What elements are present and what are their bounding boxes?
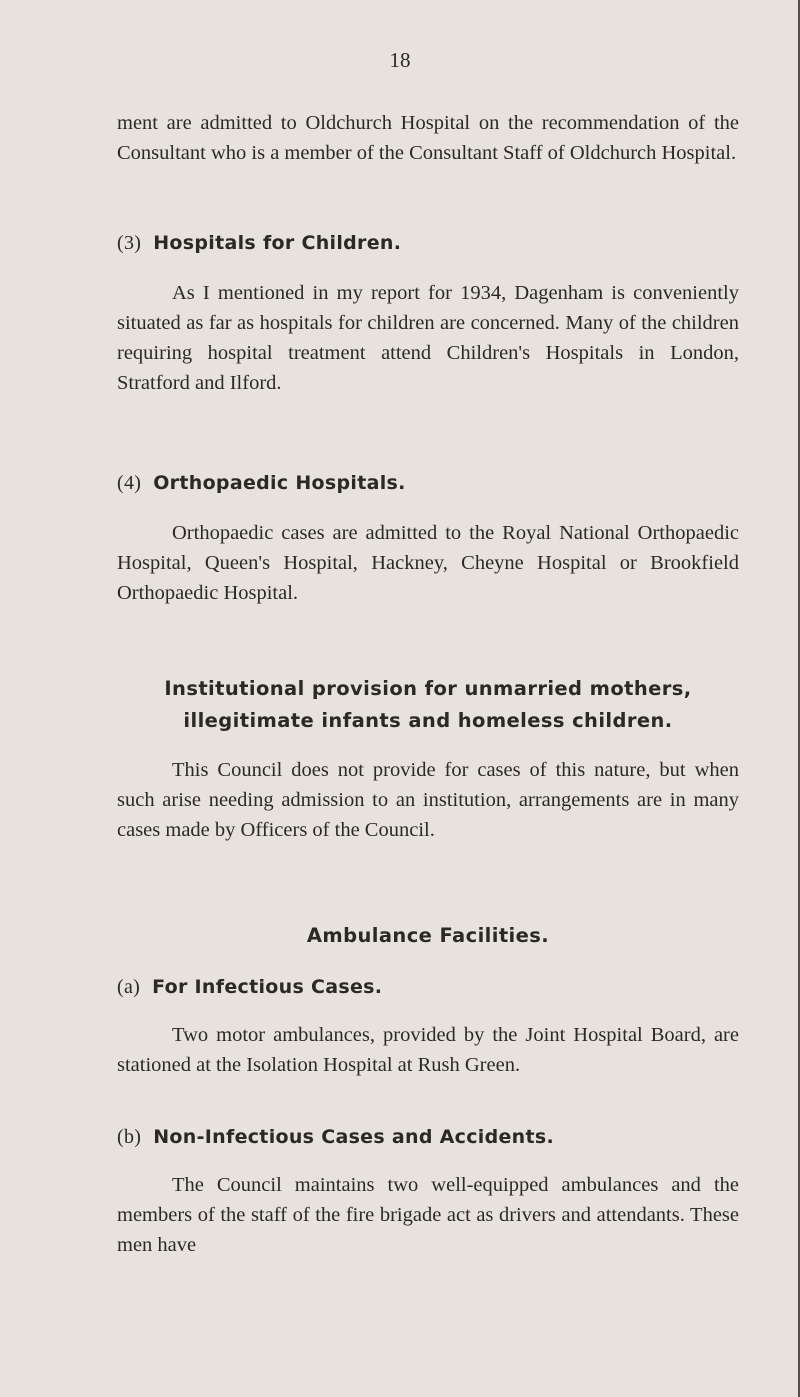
institutional-heading-line-1: Institutional provision for unmarried mothers, [164, 677, 692, 700]
section-4-number: (4) [117, 472, 142, 494]
page-number: 18 [389, 48, 411, 72]
ambulance-b-title: Non-Infectious Cases and Accidents. [153, 1126, 555, 1148]
section-3-body: As I mentioned in my report for 1934, Dagenham is conveniently situated as far as hospitals for children are concerned. Many of the children requiring hospital treatment attend Children's Hospitals in London, Stratford and Ilford. [117, 282, 739, 394]
section-3-number: (3) [117, 232, 142, 254]
ambulance-a-heading [117, 972, 739, 1002]
institutional-body: This Council does not provide for cases of this nature, but when such arise needing admission to an institution, arrangements are in many cases made by Officers of the Council. [117, 759, 739, 841]
ambulance-b-heading [117, 1122, 739, 1152]
intro-paragraph: ment are admitted to Oldchurch Hospital on the recommendation of the Consultant who is a member of the Consultant Staff of Oldchurch Hospital. [117, 112, 739, 164]
section-ambulance-facilities [117, 920, 739, 1260]
section-3-title: Hospitals for Children. [153, 232, 402, 254]
section-4-body: Orthopaedic cases are admitted to the Royal National Orthopaedic Hospital, Queen's Hospital, Hackney, Cheyne Hospital or Brookfield Orthopaedic Hospital. [117, 522, 739, 604]
ambulance-a-number: (a) [117, 976, 141, 998]
ambulance-heading: Ambulance Facilities. [306, 924, 550, 947]
section-hospitals-for-children [117, 228, 739, 398]
section-3-heading [117, 228, 739, 258]
institutional-heading-line-2: illegitimate infants and homeless children. [183, 709, 673, 732]
ambulance-a-title: For Infectious Cases. [152, 976, 383, 998]
intro-paragraph-block [117, 108, 739, 168]
section-4-title: Orthopaedic Hospitals. [153, 472, 406, 494]
ambulance-a-body: Two motor ambulances, provided by the Joint Hospital Board, are stationed at the Isolation Hospital at Rush Green. [117, 1024, 739, 1076]
section-institutional-provision [117, 673, 739, 845]
ambulance-b-body: The Council maintains two well-equipped ambulances and the members of the staff of the fire brigade act as drivers and attendants. These men have [117, 1174, 739, 1256]
section-orthopaedic-hospitals [117, 468, 739, 608]
ambulance-b-number: (b) [117, 1126, 142, 1148]
section-4-heading [117, 468, 739, 498]
